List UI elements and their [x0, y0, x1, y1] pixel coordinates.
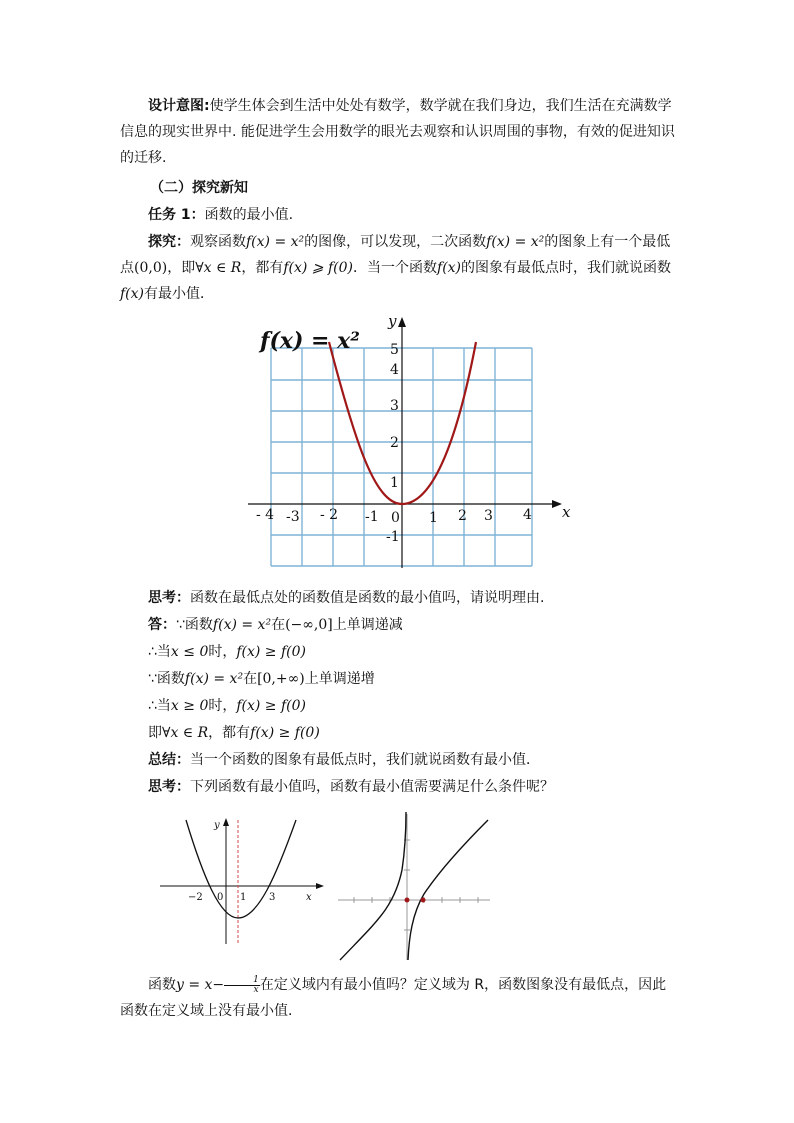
x-tick-label: 2	[458, 508, 467, 524]
y-tick-label: -1	[386, 529, 400, 545]
graph2-tick-label: −2	[188, 892, 203, 903]
y-tick-label: 5	[390, 342, 399, 358]
graph2-x-arrow	[316, 883, 324, 889]
design-intent-paragraph	[120, 93, 676, 171]
y-tick-label: 1	[390, 475, 399, 491]
answer-line-5: 即∀x ∈ R，都有f(x) ≥ f(0)	[148, 725, 320, 741]
think1-label: 思考：	[148, 590, 190, 606]
design-intent-text: 使学生体会到生活中处处有数学，数学就在我们身边，我们生活在充满数学信息的现实世界中. 能促进学生会用数学的眼光去观察和认识周围的事物，有效的促进知识的迁移.	[120, 98, 675, 166]
graph2-curve	[186, 820, 296, 918]
answer-line-1: 答：∵函数f(x) = x²在(−∞,0]上单调递减	[148, 617, 403, 633]
task1-label: 任务 1：	[148, 207, 205, 223]
x-tick-label: 1	[429, 510, 438, 526]
x-tick-label: 3	[484, 508, 493, 524]
y-tick-label: 2	[390, 435, 399, 451]
final-paragraph: 函数y = x− $\frac{1}{x}$ 在定义域内有最小值吗？定义域为 R，函数图象没有最低点，因此函数在定义域上没有最小值.	[120, 974, 667, 1019]
task1-text: 函数的最小值.	[204, 207, 294, 223]
graph1-x-arrow	[552, 500, 562, 508]
answer-line-2: ∴当x ≤ 0时，f(x) ≥ f(0)	[148, 644, 307, 660]
graph2-y-arrow	[223, 818, 229, 826]
x-tick-label: - 2	[320, 507, 339, 523]
x-tick-label: 0	[391, 510, 400, 526]
summary-line: 总结：当一个函数的图象有最低点时，我们就说函数有最小值．	[148, 752, 540, 768]
y-tick-label: 3	[390, 398, 399, 414]
graph1-y-arrow	[398, 317, 406, 327]
x-tick-label: 4	[523, 507, 532, 523]
answer-line-3: ∵函数f(x) = x²在[0,+∞)上单调递增	[148, 671, 375, 687]
explore-paragraph: 探究：观察函数f(x) = x²的图像，可以发现，二次函数f(x) = x²的图象上有一个最低点(0,0)，即∀x ∈ R，都有f(x) ⩾ f(0)．当一个函数f(x)的图象有最低点时，我们就说函数f(x)有最小值．	[120, 234, 672, 302]
graph2-tick-label: 1	[240, 892, 247, 903]
graph1-title: f(x) = x²	[260, 328, 360, 354]
answer-label: 答：	[148, 617, 176, 633]
design-intent-label: 设计意图:	[148, 98, 210, 114]
y-tick-label: 4	[390, 362, 399, 378]
graph3-point-right	[421, 898, 426, 903]
hyperbola-graph	[336, 810, 496, 962]
task1-line	[120, 202, 676, 228]
graph2-y-label: y	[214, 820, 220, 831]
summary-label: 总结：	[148, 752, 190, 768]
graph3-ticks	[354, 840, 478, 930]
section-title: （二）探究新知	[150, 180, 248, 196]
graph1-y-label: y	[388, 312, 397, 330]
parabola-graph-2	[158, 816, 328, 946]
answer-line-4: ∴当x ≥ 0时，f(x) ≥ f(0)	[148, 698, 307, 714]
graph3-point-left	[405, 898, 410, 903]
think1-line: 思考：函数在最低点处的函数值是函数的最小值吗，请说明理由.	[148, 590, 545, 606]
graph1-x-label: x	[562, 503, 571, 521]
x-tick-label: -1	[365, 509, 379, 525]
fraction: $\frac{1}{x}$	[224, 976, 260, 995]
graph2-tick-label: 3	[269, 892, 276, 903]
graph3-left-branch	[340, 812, 406, 960]
x-tick-label: -3	[286, 509, 300, 525]
graph2-x-label: x	[306, 892, 312, 903]
explore-label: 探究：	[148, 234, 190, 250]
think2-label: 思考：	[148, 779, 190, 795]
parabola-graph	[240, 312, 580, 572]
x-tick-label: - 4	[256, 507, 275, 523]
graph2-tick-label: 0	[217, 892, 224, 903]
graph3-right-branch	[408, 820, 488, 960]
think2-line: 思考：下列函数有最小值吗，函数有最小值需要满足什么条件呢？	[148, 779, 554, 795]
